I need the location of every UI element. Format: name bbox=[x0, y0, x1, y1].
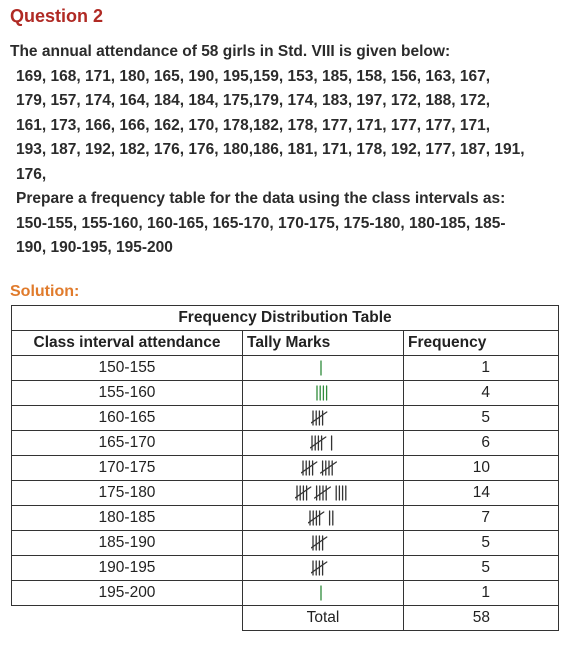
tally-marks-icon bbox=[311, 409, 335, 427]
table-row bbox=[12, 381, 559, 406]
tally-cell bbox=[243, 581, 404, 606]
class-interval-cell: 195-200 bbox=[12, 581, 243, 606]
frequency-cell: 5 bbox=[404, 556, 559, 581]
class-interval-cell: 150-155 bbox=[12, 356, 243, 381]
header-class-interval: Class interval attendance bbox=[12, 331, 243, 356]
tally-marks-icon bbox=[295, 484, 351, 502]
total-value: 58 bbox=[404, 606, 559, 631]
question-line: 193, 187, 192, 182, 176, 176, 180,186, 181, 171, 178, 192, 177, 187, 191, bbox=[16, 141, 525, 158]
tally-marks-icon bbox=[319, 359, 326, 377]
header-tally-marks: Tally Marks bbox=[243, 331, 404, 356]
tally-cell bbox=[243, 406, 404, 431]
tally-marks-icon bbox=[319, 584, 326, 602]
total-row bbox=[12, 606, 559, 631]
tally-cell bbox=[243, 531, 404, 556]
empty-cell bbox=[12, 606, 243, 631]
frequency-cell: 14 bbox=[404, 481, 559, 506]
tally-cell bbox=[243, 356, 404, 381]
table-row bbox=[12, 456, 559, 481]
table-row bbox=[12, 556, 559, 581]
class-interval-cell: 170-175 bbox=[12, 456, 243, 481]
frequency-cell: 5 bbox=[404, 406, 559, 431]
header-frequency: Frequency bbox=[404, 331, 559, 356]
question-line: 190, 190-195, 195-200 bbox=[16, 239, 173, 256]
tally-marks-icon bbox=[311, 534, 335, 552]
frequency-cell: 6 bbox=[404, 431, 559, 456]
table-caption-row bbox=[12, 306, 559, 331]
tally-marks-icon bbox=[311, 559, 335, 577]
frequency-cell: 10 bbox=[404, 456, 559, 481]
question-line: 169, 168, 171, 180, 165, 190, 195,159, 153, 185, 158, 156, 163, 167, bbox=[16, 67, 491, 85]
question-line: 150-155, 155-160, 160-165, 165-170, 170-175, 175-180, 180-185, 185- bbox=[16, 214, 506, 232]
question-line: 176, bbox=[16, 165, 47, 183]
tally-marks-icon bbox=[310, 434, 337, 452]
table-header-row bbox=[12, 331, 559, 356]
question-line: 179, 157, 174, 164, 184, 184, 175,179, 174, 183, 197, 172, 188, 172, bbox=[16, 92, 491, 109]
question-line: 161, 173, 166, 166, 162, 170, 178,182, 178, 177, 171, 177, 177, 171, bbox=[16, 116, 491, 134]
tally-cell bbox=[243, 431, 404, 456]
class-interval-cell: 165-170 bbox=[12, 431, 243, 456]
class-interval-cell: 155-160 bbox=[12, 381, 243, 406]
tally-cell bbox=[243, 381, 404, 406]
tally-marks-icon bbox=[308, 509, 338, 527]
tally-cell bbox=[243, 481, 404, 506]
total-label: Total bbox=[243, 606, 404, 631]
tally-marks-icon bbox=[315, 384, 332, 402]
table-row bbox=[12, 531, 559, 556]
class-interval-cell: 175-180 bbox=[12, 481, 243, 506]
table-row bbox=[12, 581, 559, 606]
tally-cell bbox=[243, 456, 404, 481]
question-line: Prepare a frequency table for the data using the class intervals as: bbox=[16, 190, 506, 207]
frequency-table bbox=[11, 305, 559, 631]
question-title: Question 2 bbox=[10, 6, 104, 26]
tally-cell bbox=[243, 506, 404, 531]
table-row bbox=[12, 356, 559, 381]
question-line: The annual attendance of 58 girls in Std. VIII is given below: bbox=[10, 43, 451, 60]
class-interval-cell: 190-195 bbox=[12, 556, 243, 581]
table-row bbox=[12, 406, 559, 431]
table-caption: Frequency Distribution Table bbox=[12, 306, 559, 331]
question-body bbox=[10, 40, 562, 261]
frequency-cell: 1 bbox=[404, 581, 559, 606]
table-row bbox=[12, 481, 559, 506]
class-interval-cell: 180-185 bbox=[12, 506, 243, 531]
tally-marks-icon bbox=[301, 459, 344, 477]
tally-cell bbox=[243, 556, 404, 581]
class-interval-cell: 160-165 bbox=[12, 406, 243, 431]
table-row bbox=[12, 431, 559, 456]
solution-label: Solution: bbox=[10, 283, 80, 300]
frequency-cell: 4 bbox=[404, 381, 559, 406]
table-row bbox=[12, 506, 559, 531]
class-interval-cell: 185-190 bbox=[12, 531, 243, 556]
frequency-cell: 5 bbox=[404, 531, 559, 556]
frequency-cell: 7 bbox=[404, 506, 559, 531]
frequency-cell: 1 bbox=[404, 356, 559, 381]
